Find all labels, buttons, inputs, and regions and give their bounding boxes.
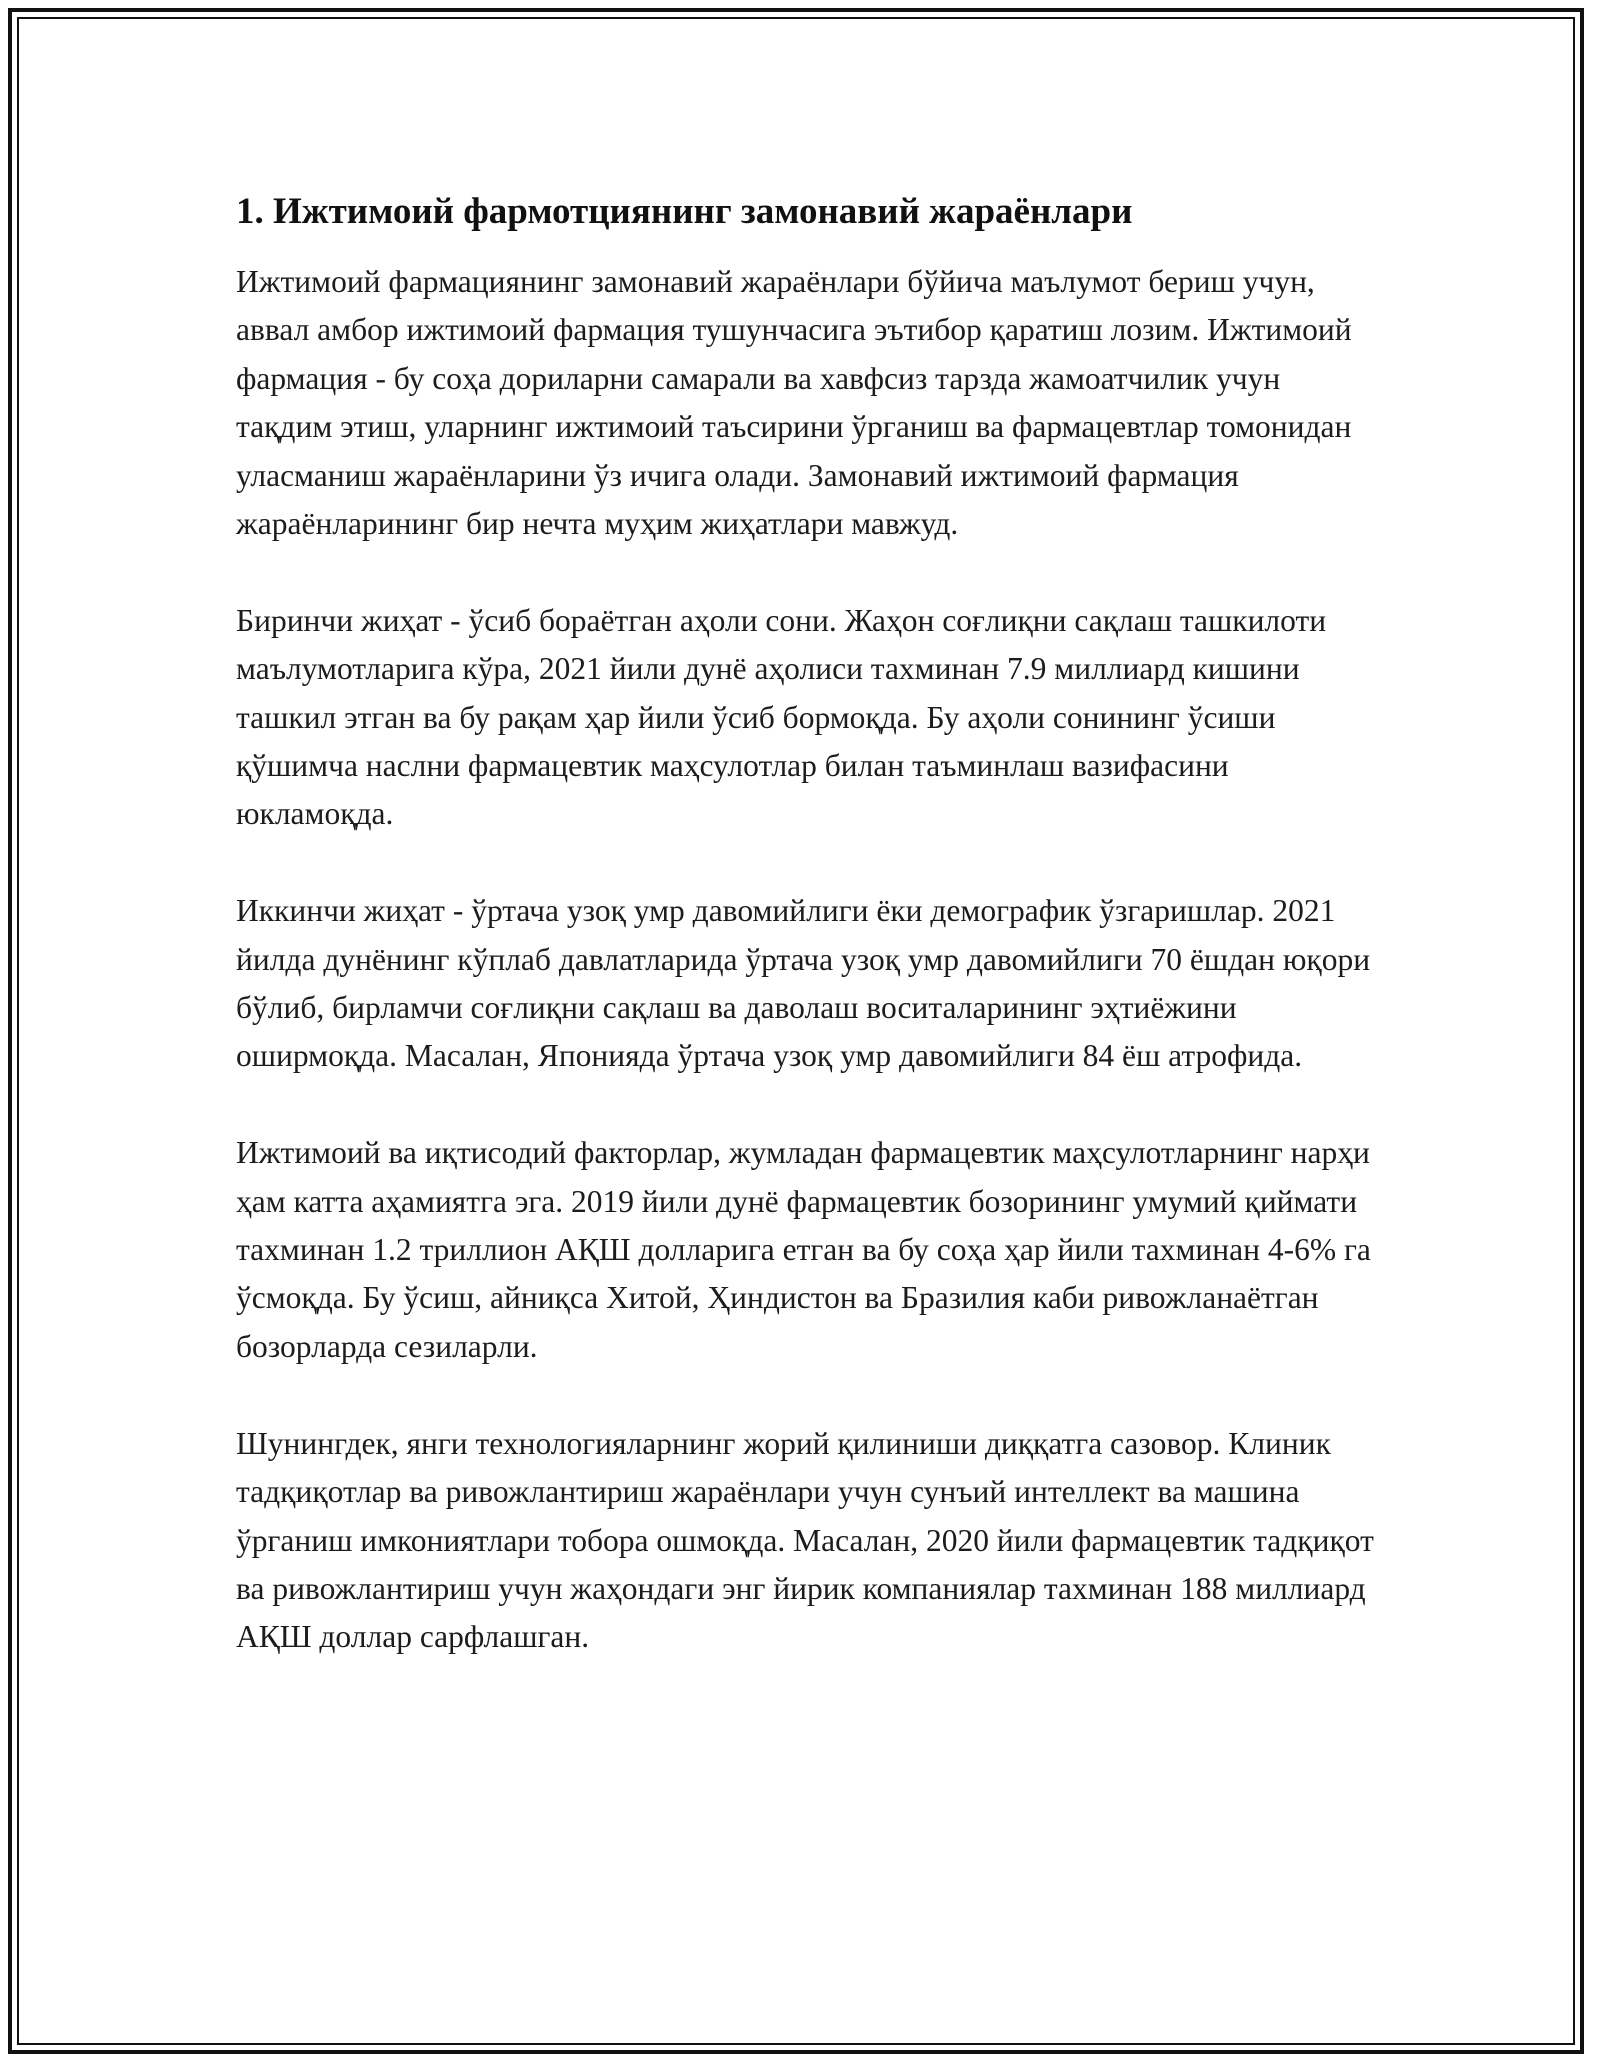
document-title: 1. Ижтимоий фармотциянинг замонавий жараёнлари	[236, 191, 1133, 232]
document-body	[236, 188, 1376, 1662]
paragraph-intro: Ижтимоий фармациянинг замонавий жараёнлари бўйича маълумот бериш учун, аввал амбор ижтимоий фармация тушунчасига эътибор қаратиш лозим. Ижтимоий фармация - бу соҳа дориларни самарали ва хавфсиз тарзда жамоатчилик учун тақдим этиш, уларнинг ижтимоий таъсирини ўрганиш ва фармацевтлар томонидан уласманиш жараёнларини ўз ичига олади. Замонавий ижтимоий фармация жараёнларининг бир нечта муҳим жиҳатлари мавжуд.	[236, 264, 1352, 542]
paragraph-population: Биринчи жиҳат - ўсиб бораётган аҳоли сони. Жаҳон соғлиқни сақлаш ташкилоти маълумотларига кўра, 2021 йили дунё аҳолиси тахминан 7.9 миллиард кишини ташкил этган ва бу рақам ҳар йили ўсиб бормоқда. Бу аҳоли сонининг ўсиши қўшимча наслни фармацевтик маҳсулотлар билан таъминлаш вазифасини юкламоқда.	[236, 602, 1327, 832]
paragraph-technologies: Шунингдек, янги технологияларнинг жорий қилиниши диққатга сазовор. Клиник тадқиқотлар ва ривожлантириш жараёнлари учун сунъий интеллект ва машина ўрганиш имкониятлари тобора ошмоқда. Масалан, 2020 йили фармацевтик тадқиқот ва ривожлантириш учун жаҳондаги энг йирик компаниялар тахминан 188 миллиард АҚШ доллар сарфлашган.	[236, 1425, 1374, 1655]
paragraph-life-expectancy: Иккинчи жиҳат - ўртача узоқ умр давомийлиги ёки демографик ўзгаришлар. 2021 йилда дунёнинг кўплаб давлатларида ўртача узоқ умр давомийлиги 70 ёшдан юқори бўлиб, бирламчи соғлиқни сақлаш ва даволаш воситаларининг эҳтиёжини оширмоқда. Масалан, Японияда ўртача узоқ умр давомийлиги 84 ёш атрофида.	[236, 893, 1371, 1074]
paragraph-economic-factors: Ижтимоий ва иқтисодий факторлар, жумладан фармацевтик маҳсулотларнинг нарҳи ҳам катта аҳамиятга эга. 2019 йили дунё фармацевтик бозорининг умумий қиймати тахминан 1.2 триллион АҚШ долларига етган ва бу соҳа ҳар йили тахминан 4-6% га ўсмоқда. Бу ўсиш, айниқса Хитой, Ҳиндистон ва Бразилия каби ривожланаётган бозорларда сезиларли.	[236, 1135, 1371, 1364]
